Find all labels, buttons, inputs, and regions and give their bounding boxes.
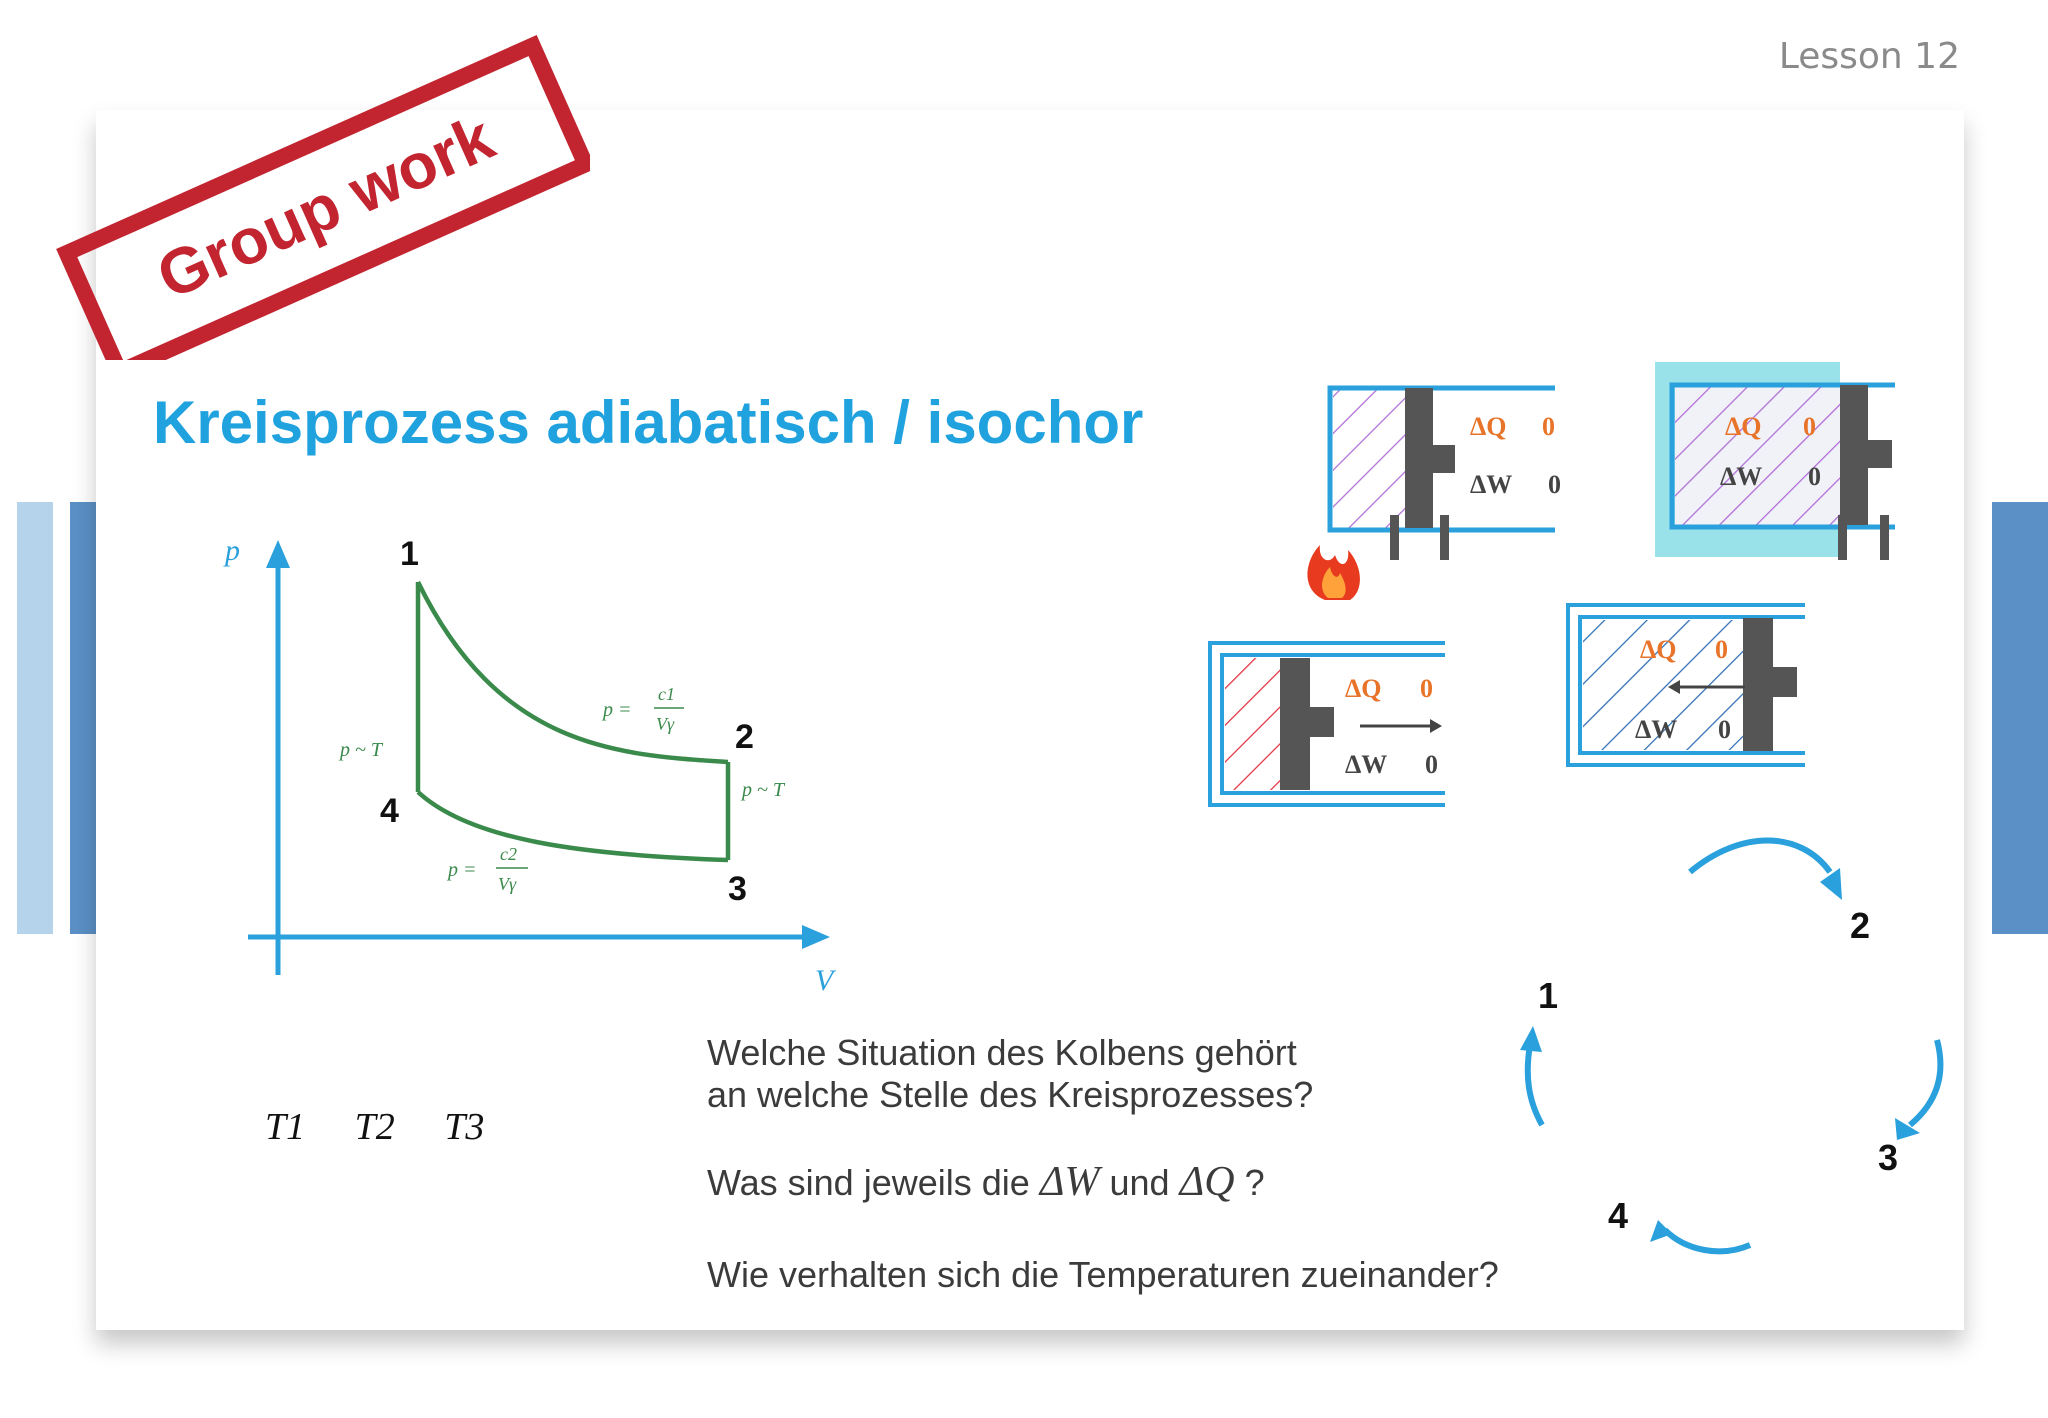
question-1-line-2: an welche Stelle des Kreisprozesses? bbox=[707, 1074, 1314, 1115]
point-2: 2 bbox=[735, 718, 754, 756]
piston-2-stop-right bbox=[1880, 515, 1889, 560]
piston-1-stop-right bbox=[1440, 515, 1449, 560]
temperature-list bbox=[265, 1105, 484, 1149]
question-1-line-1: Welche Situation des Kolbens gehört bbox=[707, 1032, 1297, 1073]
piston-2-dq: ΔQ bbox=[1725, 412, 1762, 441]
cycle-diagram bbox=[1500, 830, 1980, 1280]
isochor-right-label: p ~ T bbox=[742, 779, 784, 801]
piston-2-dw-value: 0 bbox=[1808, 462, 1821, 491]
adiabat-bottom-num: c2 bbox=[500, 844, 517, 864]
piston-4-head bbox=[1773, 667, 1797, 697]
adiabat-top-num: c1 bbox=[658, 684, 675, 704]
piston-2 bbox=[1655, 362, 1895, 560]
piston-1-gas bbox=[1333, 388, 1408, 528]
piston-3-rod bbox=[1280, 658, 1310, 790]
adiabat-top-den: Vγ bbox=[656, 714, 675, 734]
lesson-label: Lesson 12 bbox=[1778, 36, 1960, 77]
group-work-stamp bbox=[30, 30, 590, 360]
piston-2-dq-value: 0 bbox=[1803, 412, 1816, 441]
question-3: Wie verhalten sich die Temperaturen zueinander? bbox=[707, 1254, 1499, 1295]
pv-diagram bbox=[200, 520, 860, 1020]
piston-1 bbox=[1308, 388, 1562, 600]
piston-2-dw: ΔW bbox=[1720, 462, 1763, 491]
piston-2-head bbox=[1868, 440, 1892, 468]
question-2-suffix: ? bbox=[1244, 1162, 1265, 1203]
piston-1-dq-value: 0 bbox=[1542, 412, 1555, 441]
piston-3-head bbox=[1310, 707, 1334, 737]
point-4: 4 bbox=[380, 792, 399, 830]
temperature-t1: T1 bbox=[265, 1106, 306, 1148]
temperature-t2: T2 bbox=[354, 1106, 395, 1148]
piston-4-dw: ΔW bbox=[1635, 715, 1678, 744]
adiabat-bottom-den: Vγ bbox=[498, 874, 517, 894]
piston-1-dw-value: 0 bbox=[1548, 470, 1561, 499]
piston-diagrams bbox=[1190, 355, 1950, 825]
v-axis-arrowhead bbox=[802, 925, 830, 949]
piston-3-dq: ΔQ bbox=[1345, 674, 1382, 703]
adiabat-top-lhs: p = bbox=[603, 699, 632, 721]
stamp-text: Group work bbox=[146, 100, 504, 313]
cycle-arrow-2-3 bbox=[1910, 1040, 1940, 1125]
question-2-dq: ΔQ bbox=[1179, 1159, 1235, 1205]
left-bar-light bbox=[17, 502, 53, 934]
p-axis-arrowhead bbox=[266, 540, 290, 568]
question-2-dw: ΔW bbox=[1039, 1159, 1100, 1205]
piston-4-dw-value: 0 bbox=[1718, 715, 1731, 744]
piston-3-dw-value: 0 bbox=[1425, 750, 1438, 779]
piston-3-dw: ΔW bbox=[1345, 750, 1388, 779]
right-bar-dark bbox=[1992, 502, 2048, 934]
piston-1-dw: ΔW bbox=[1470, 470, 1513, 499]
cycle-label-2: 2 bbox=[1850, 905, 1871, 946]
question-2 bbox=[707, 1158, 1265, 1206]
adiabat-bottom bbox=[418, 792, 728, 860]
cycle-label-4: 4 bbox=[1608, 1195, 1629, 1236]
cycle-arrow-1-2 bbox=[1690, 841, 1830, 873]
question-2-und: und bbox=[1109, 1162, 1170, 1203]
cycle-label-3: 3 bbox=[1878, 1137, 1899, 1178]
p-axis-label: p bbox=[225, 534, 240, 567]
piston-1-head bbox=[1433, 445, 1455, 473]
flame-icon bbox=[1308, 545, 1360, 600]
piston-4-rod bbox=[1743, 618, 1773, 751]
piston-3-gas bbox=[1225, 658, 1280, 790]
piston-1-dq: ΔQ bbox=[1470, 412, 1507, 441]
point-3: 3 bbox=[728, 870, 747, 908]
adiabat-bottom-lhs: p = bbox=[448, 859, 477, 881]
question-2-prefix: Was sind jeweils die bbox=[707, 1162, 1030, 1203]
piston-1-rod bbox=[1405, 388, 1433, 528]
temperature-t3: T3 bbox=[444, 1106, 485, 1148]
point-1: 1 bbox=[400, 535, 419, 573]
piston-4-dq: ΔQ bbox=[1640, 635, 1677, 664]
isochor-left-label: p ~ T bbox=[340, 739, 382, 761]
piston-4 bbox=[1568, 605, 1805, 765]
cycle-arrow-3-4 bbox=[1665, 1230, 1750, 1251]
piston-3-dq-value: 0 bbox=[1420, 674, 1433, 703]
cycle-arrow-4-1 bbox=[1528, 1045, 1542, 1125]
piston-3 bbox=[1210, 643, 1445, 805]
piston-2-stop-left bbox=[1838, 515, 1847, 560]
v-axis-label: V bbox=[815, 964, 834, 997]
piston-4-dq-value: 0 bbox=[1715, 635, 1728, 664]
slide-title: Kreisprozess adiabatisch / isochor bbox=[153, 389, 1144, 456]
piston-2-rod bbox=[1840, 385, 1868, 525]
cycle-label-1: 1 bbox=[1538, 975, 1559, 1016]
piston-1-stop-left bbox=[1390, 515, 1399, 560]
adiabat-top bbox=[418, 582, 728, 762]
